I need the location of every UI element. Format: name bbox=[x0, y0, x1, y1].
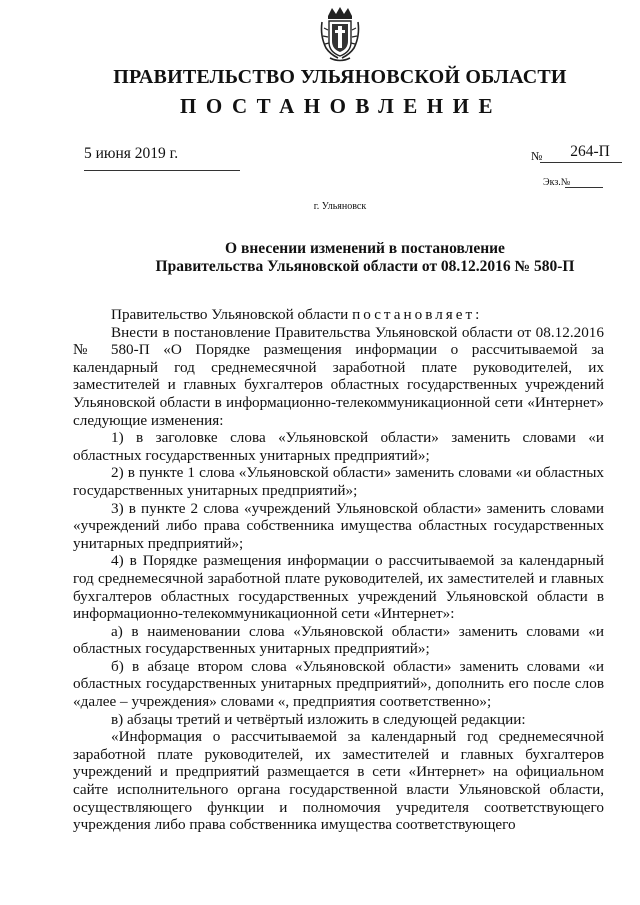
ulyanovsk-coat-of-arms-icon bbox=[318, 6, 362, 64]
body-paragraph: 4) в Порядке размещения информации о рассчитываемой за календарный год среднемесячной заработной плате руководителей, их заместителей и главных бухгалтеров областных государственных учреждений Ульяновской области в информационно-телекоммуникационной сети «Интернет»: bbox=[73, 552, 604, 623]
document-date: 5 июня 2019 г. bbox=[84, 145, 179, 162]
date-underline bbox=[84, 170, 240, 171]
document-subject bbox=[80, 240, 640, 276]
government-title: ПРАВИТЕЛЬСТВО УЛЬЯНОВСКОЙ ОБЛАСТИ bbox=[113, 66, 567, 88]
copy-number-label: Экз.№ bbox=[543, 177, 571, 188]
body-paragraph: 3) в пункте 2 слова «учреждений Ульяновской области» заменить словами «учреждений либо права собственника имущества областных государственных унитарных предприятий»; bbox=[73, 499, 604, 552]
body-paragraph: 1) в заголовке слова «Ульяновской области» заменить словами «и областных государственных унитарных предприятий»; bbox=[73, 429, 604, 464]
number-underline bbox=[540, 162, 622, 163]
body-paragraph: «Информация о рассчитываемой за календарный год среднемесячной заработной плате руководителей, их заместителей и главных бухгалтеров учреждений и предприятий размещается в сети «Интернет» на официальном сайте исполнительного органа государственной власти Ульяновской области, осуществляющего функции и полномочия учредителя соответствующего учреждения либо права собственника имущества соответствующего bbox=[73, 728, 604, 834]
intro-verb: постановляет: bbox=[352, 306, 483, 323]
document-number: 264-П bbox=[570, 143, 610, 160]
document-body bbox=[73, 306, 604, 834]
copy-number-underline bbox=[565, 187, 603, 188]
intro-paragraph bbox=[73, 306, 604, 324]
city-label: г. Ульяновск bbox=[313, 201, 367, 212]
number-label: № bbox=[531, 149, 543, 163]
subject-line-2: Правительства Ульяновской области от 08.12.2016 № 580-П bbox=[155, 258, 575, 275]
body-paragraph: в) абзацы третий и четвёртый изложить в следующей редакции: bbox=[111, 710, 526, 728]
subject-line-1: О внесении изменений в постановление bbox=[225, 240, 505, 257]
intro-lead: Правительство Ульяновской области bbox=[111, 306, 353, 323]
body-paragraph: Внести в постановление Правительства Ульяновской области от 08.12.2016 № 580-П «О Порядке размещения информации о рассчитываемой за календарный год среднемесячной заработной плате руководителей, их заместителей и главных бухгалтеров областных государственных учреждений Ульяновской области в информационно-телекоммуникационной сети «Интернет» следующие изменения: bbox=[73, 323, 604, 429]
body-paragraph: а) в наименовании слова «Ульяновской области» заменить словами «и областных государственных унитарных предприятий»; bbox=[73, 622, 604, 658]
document-type-heading: ПОСТАНОВЛЕНИЕ bbox=[180, 94, 502, 118]
body-paragraph: 2) в пункте 1 слова «Ульяновской области» заменить словами «и областных государственных унитарных предприятий»; bbox=[73, 464, 604, 499]
body-paragraph: б) в абзаце втором слова «Ульяновской области» заменить словами «и областных государственных унитарных предприятий», дополнить его после слов «далее – учреждения» словами «, предприятия соответственно»; bbox=[73, 657, 604, 711]
